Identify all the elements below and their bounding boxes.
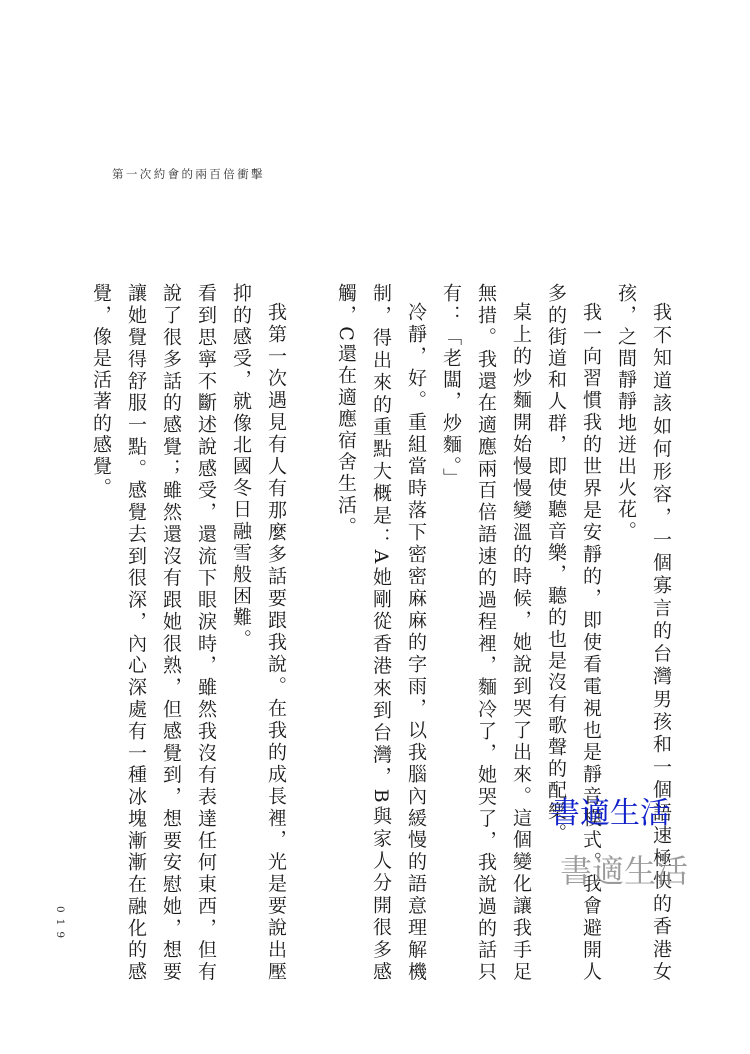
watermark-logo: 書適生活 [550, 796, 670, 831]
paragraph: 我第一次遇見有人有那麼多話要跟我說。在我的成長裡，光是要說出壓抑的感受，就像北國冬日融雪般困難。 [230, 283, 287, 983]
watermark-logo-shadow: 書適生活 [560, 852, 689, 890]
paragraph: 看到思寧不斷述說感受，還流下眼淚時，雖然我沒有表達任何東西，但有說了很多話的感覺；雖然還沒有跟她很熟，但感覺到，想要安慰她，想要讓她覺得舒服一點。感覺去到很深，內心深處有一種冰塊漸漸在融化的感覺，像是活著的感覺。 [90, 283, 217, 983]
paragraph: 桌上的炒麵開始慢慢變溫的時候，她說到哭了出來。這個變化讓我手足無措。我還在適應兩百倍語速的過程裡，麵冷了，她哭了，我說過的話只有：「老闆，炒麵。」 [440, 283, 532, 983]
paragraph: 我一向習慣我的世界是安靜的，即使看電視也是靜音模式。我會避開人多的街道和人群，即使聽音樂，聽的也是沒有歌聲的配樂。 [545, 283, 602, 983]
running-title: 第一次約會的兩百倍衝擊 [112, 167, 265, 181]
page-number: 019 [54, 906, 66, 945]
paragraph: 冷靜，好。重組當時落下密密麻麻的字雨，以我腦內緩慢的語意理解機制，得出來的重點大概是：A她剛從香港來到台灣，B與家人分開很多感觸，C還在適應宿舍生活。 [335, 283, 427, 983]
paragraph: 我不知道該如何形容，一個寡言的台灣男孩和一個語速極快的香港女孩，之間靜靜地迸出火花。 [615, 283, 672, 983]
paragraph-gap [293, 283, 328, 983]
